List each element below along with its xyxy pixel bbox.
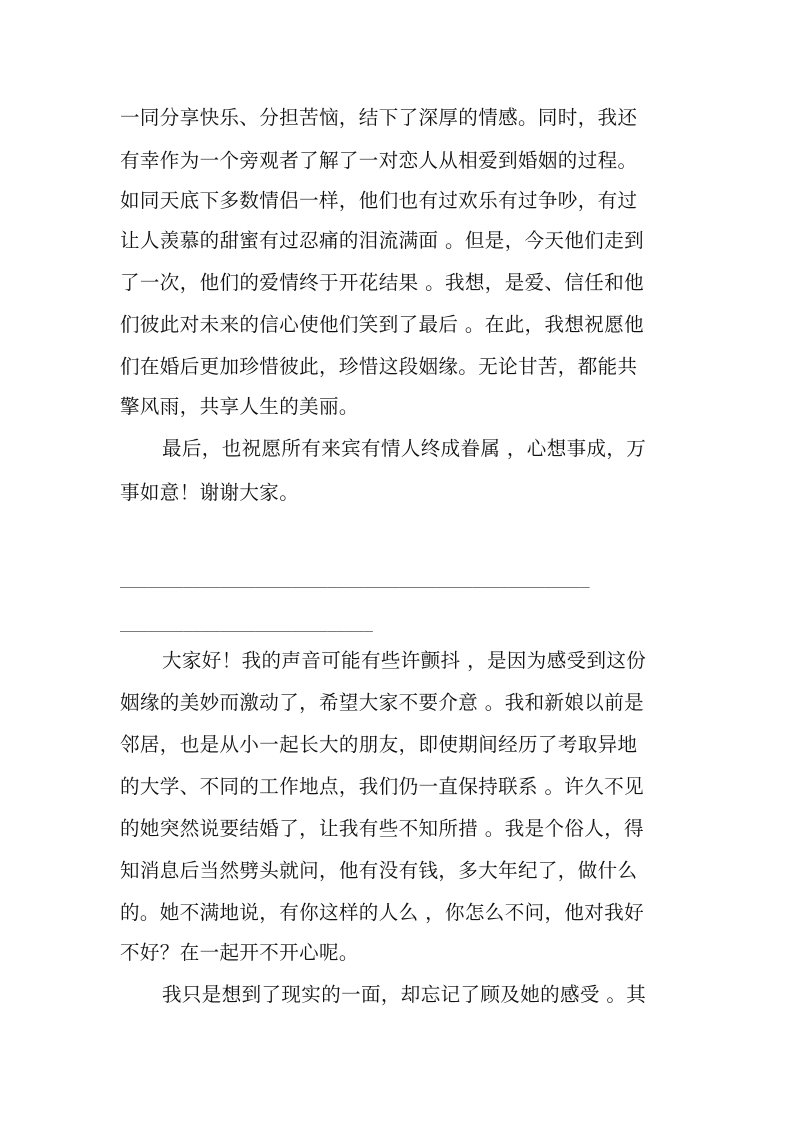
paragraph-line: 一同分享快乐、分担苦恼，结下了深厚的情感。同时，我还: [120, 106, 638, 129]
paragraph-line: 姻缘的美妙而激动了，希望大家不要介意 。我和新娘以前是: [120, 691, 644, 714]
paragraph-line: 让人羡慕的甜蜜有过忍痛的泪流满面 。但是，今天他们走到: [120, 229, 644, 252]
paragraph-line: 的她突然说要结婚了，让我有些不知所措 。我是个俗人，得: [120, 817, 644, 840]
paragraph-line: 我只是想到了现实的一面，却忘记了顾及她的感受 。其: [162, 983, 647, 1006]
paragraph-line: 擎风雨，共享人生的美丽。: [120, 395, 359, 418]
paragraph-line: 如同天底下多数情侣一样，他们也有过欢乐有过争吵，有过: [120, 189, 638, 212]
separator-line: ____________________________: [120, 614, 373, 632]
separator-line: ____________________________________________________: [120, 570, 590, 588]
paragraph-line: 知消息后当然劈头就问，他有没有钱，多大年纪了，做什么: [120, 859, 638, 882]
paragraph-line: 了一次，他们的爱情终于开花结果 。我想，是爱、信任和他: [120, 271, 644, 294]
paragraph-line: 最后，也祝愿所有来宾有情人终成眷属 ，心想事成，万: [162, 437, 647, 460]
paragraph-line: 的。她不满地说，有你这样的人么 ，你怎么不问，他对我好: [120, 901, 644, 924]
paragraph-line: 大家好！我的声音可能有些许颤抖 ，是因为感受到这份: [162, 649, 647, 672]
paragraph-line: 们彼此对未来的信心使他们笑到了最后 。在此，我想祝愿他: [120, 313, 644, 336]
paragraph-line: 邻居，也是从小一起长大的朋友，即使期间经历了考取异地: [120, 733, 638, 756]
paragraph-line: 们在婚后更加珍惜彼此，珍惜这段姻缘。无论甘苦，都能共: [120, 355, 638, 378]
paragraph-line: 的大学、不同的工作地点，我们仍一直保持联系 。许久不见: [120, 775, 644, 798]
paragraph-line: 不好？在一起开不开心呢。: [120, 941, 359, 964]
paragraph-line: 有幸作为一个旁观者了解了一对恋人从相爱到婚姻的过程。: [120, 149, 638, 172]
paragraph-line: 事如意！谢谢大家。: [120, 481, 300, 504]
